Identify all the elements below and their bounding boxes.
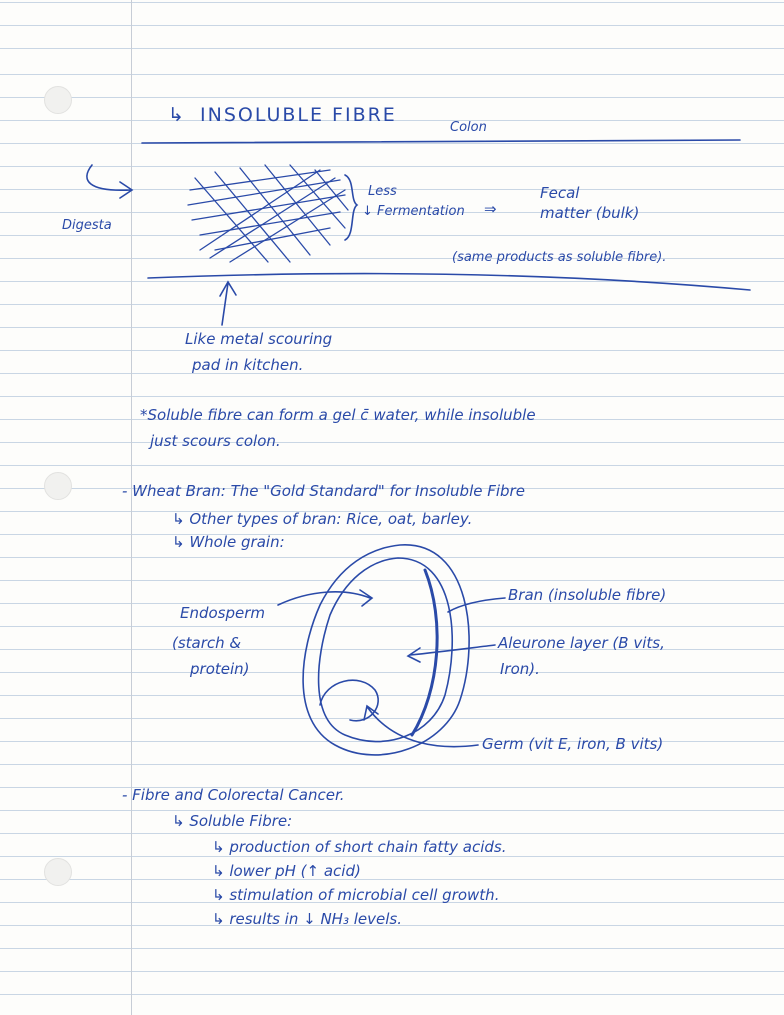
other-bran-line: ↳ Other types of bran: Rice, oat, barley.	[172, 510, 473, 528]
endosperm-label: Endosperm	[180, 604, 266, 622]
list-item: ↳ results in ↓ NH₃ levels.	[212, 910, 402, 928]
fermentation-label: ↓ Fermentation	[362, 204, 465, 219]
grain-outer	[303, 545, 469, 755]
fecal-matter-label: matter (bulk)	[540, 204, 640, 222]
grain-inner	[319, 558, 453, 742]
colon-wall-line	[148, 274, 750, 290]
scouring-pad-mesh	[188, 165, 348, 262]
less-label: Less	[368, 184, 397, 199]
heading-arrow: ↳	[168, 104, 186, 126]
pad-note-line1: Like metal scouring	[185, 330, 333, 348]
whole-grain-line: ↳ Whole grain:	[172, 533, 285, 551]
pad-note-line2: pad in kitchen.	[192, 356, 304, 374]
page-title: INSOLUBLE FIBRE	[200, 104, 397, 126]
heading-underline	[142, 140, 740, 143]
germ	[320, 680, 378, 721]
fecal-label: Fecal	[540, 184, 580, 202]
double-arrow: ⇒	[484, 200, 497, 218]
bran-label: Bran (insoluble fibre)	[508, 586, 667, 604]
soluble-fibre-line: ↳ Soluble Fibre:	[172, 812, 293, 830]
aleurone-label-2: Iron).	[500, 660, 540, 678]
aleurone-label: Aleurone layer (B vits,	[498, 634, 665, 652]
list-item: ↳ production of short chain fatty acids.	[212, 838, 507, 856]
list-item: ↳ lower pH (↑ acid)	[212, 862, 361, 880]
wheat-bran-line: - Wheat Bran: The "Gold Standard" for Insoluble Fibre	[122, 482, 525, 500]
endosperm-arrow	[278, 590, 372, 606]
germ-label: Germ (vit E, iron, B vits)	[482, 735, 664, 753]
bran-arrow	[448, 598, 505, 612]
gel-note-line2: just scours colon.	[150, 432, 281, 450]
brace	[345, 175, 357, 240]
digesta-label: Digesta	[62, 218, 112, 233]
endosperm-label-3: protein)	[190, 660, 250, 678]
gel-note-line1: *Soluble fibre can form a gel c̄ water, while insoluble	[140, 406, 536, 424]
endosperm-label-2: (starch &	[172, 634, 242, 652]
digesta-arrow	[87, 165, 132, 198]
page-subtitle: Colon	[450, 120, 487, 135]
colorectal-line: - Fibre and Colorectal Cancer.	[122, 786, 345, 804]
germ-arrow	[364, 706, 478, 747]
list-item: ↳ stimulation of microbial cell growth.	[212, 886, 500, 904]
same-products-note: (same products as soluble fibre).	[452, 250, 667, 265]
pad-arrow	[220, 282, 236, 325]
